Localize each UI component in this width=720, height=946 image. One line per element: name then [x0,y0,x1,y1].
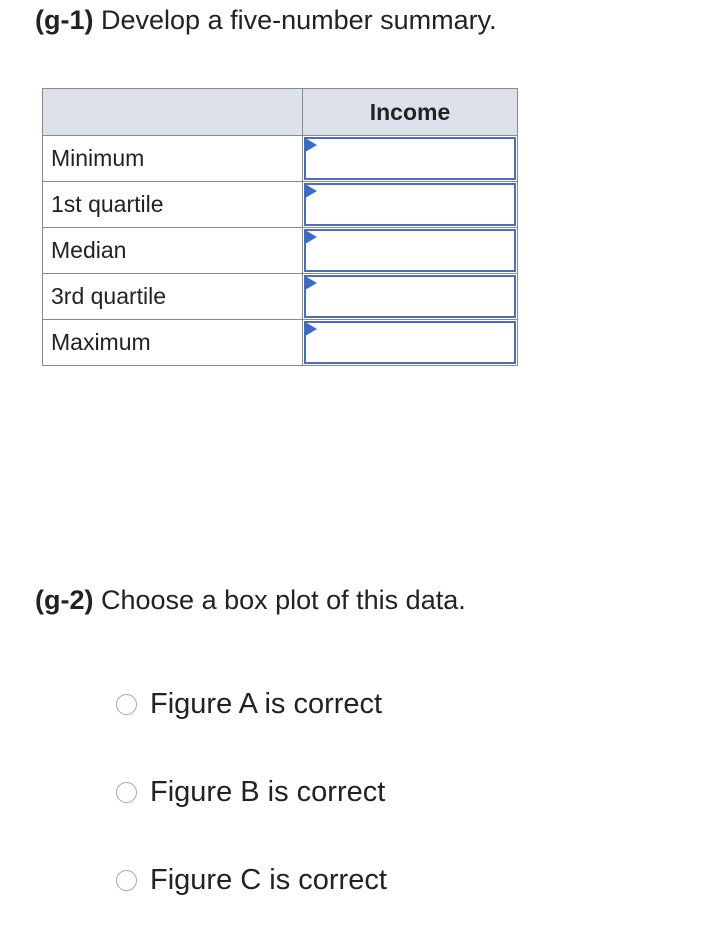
1st-quartile-cell [303,182,518,228]
3rd-quartile-input[interactable] [304,275,516,318]
median-cell [303,228,518,274]
option-label-figure-a[interactable]: Figure A is correct [150,687,383,720]
maximum-cell [303,320,518,366]
g1-text: Develop a five-number summary. [101,5,497,35]
table-row [43,274,518,320]
median-input[interactable] [304,229,516,272]
maximum-input[interactable] [304,321,516,364]
radio-button-figure-c[interactable] [116,870,137,891]
row-label-minimum: Minimum [43,136,303,182]
minimum-input[interactable] [304,137,516,180]
table-row [43,136,518,182]
row-label-maximum: Maximum [43,320,303,366]
g2-label: (g-2) [35,585,94,615]
option-figure-a[interactable] [116,682,387,726]
row-label-3rd-quartile: 3rd quartile [43,274,303,320]
minimum-cell [303,136,518,182]
header-blank-cell [43,89,303,136]
option-figure-c[interactable] [116,858,387,902]
radio-button-figure-b[interactable] [116,782,137,803]
3rd-quartile-cell [303,274,518,320]
box-plot-options [116,682,387,946]
table-row [43,228,518,274]
row-label-median: Median [43,228,303,274]
row-label-1st-quartile: 1st quartile [43,182,303,228]
g1-heading [35,2,497,38]
five-number-summary-table [42,88,518,366]
table-row [43,182,518,228]
income-column-header: Income [303,89,518,136]
option-figure-b[interactable] [116,770,387,814]
g1-label: (g-1) [35,5,94,35]
option-label-figure-c[interactable]: Figure C is correct [150,863,387,896]
option-label-figure-b[interactable]: Figure B is correct [150,775,386,808]
table-header-row [43,89,518,136]
radio-button-figure-a[interactable] [116,694,137,715]
g2-text: Choose a box plot of this data. [101,585,466,615]
g2-heading [35,582,466,618]
1st-quartile-input[interactable] [304,183,516,226]
table-row [43,320,518,366]
